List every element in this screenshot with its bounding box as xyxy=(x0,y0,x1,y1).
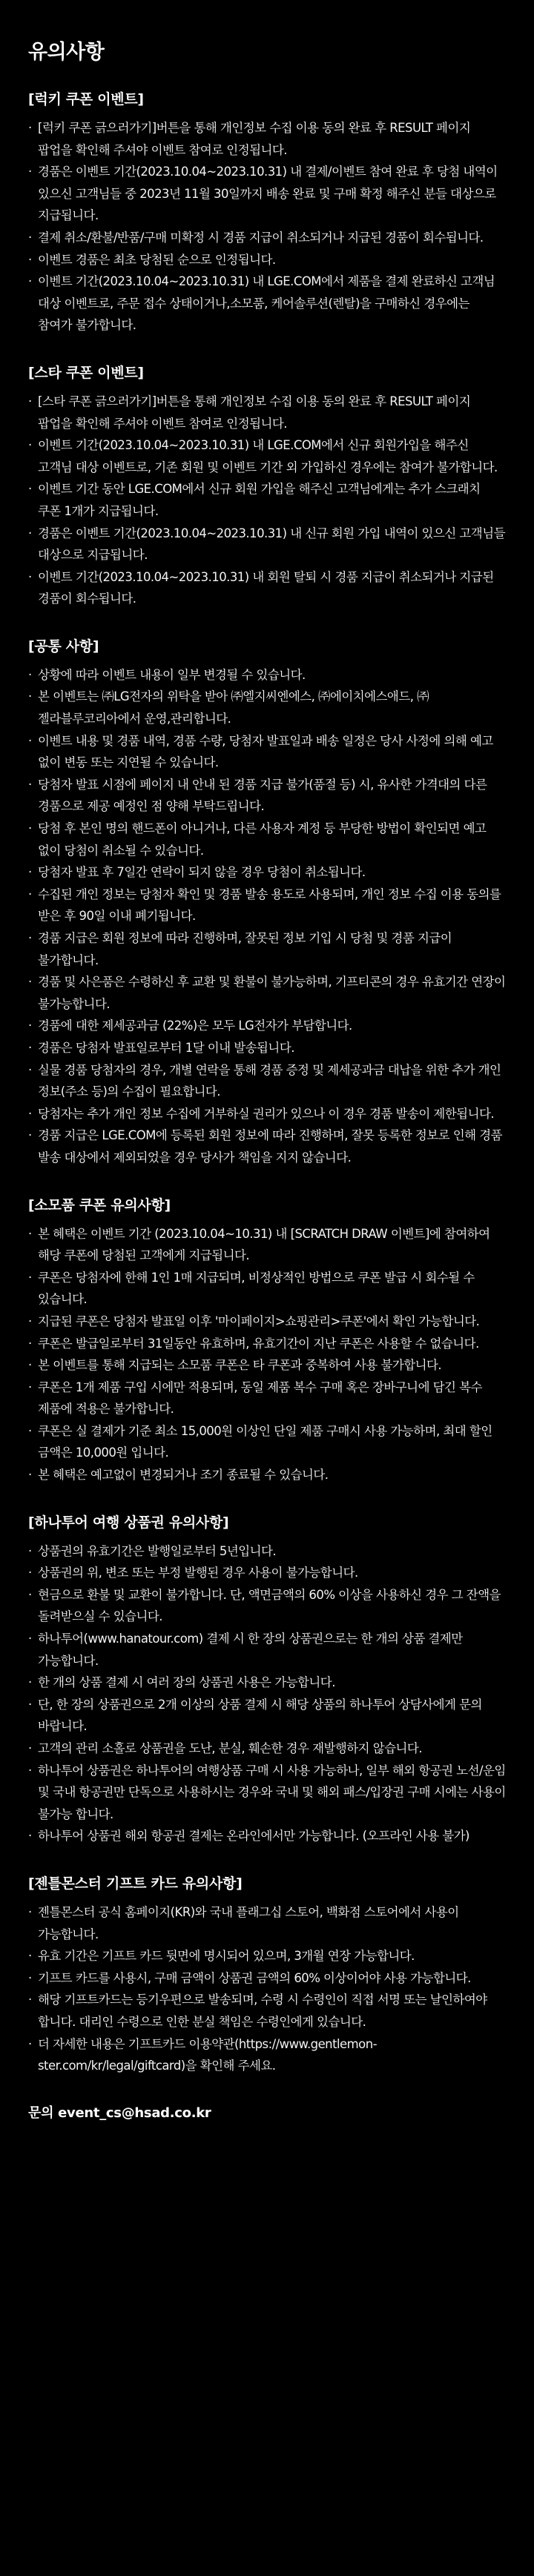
notice-section xyxy=(28,1873,506,2077)
notice-item: · 수집된 개인 정보는 당첨자 확인 및 경품 발송 용도로 사용되며, 개인 정보 수집 이용 동의를 받은 후 90일 이내 폐기됩니다. xyxy=(28,884,506,927)
page-title: 유의사항 xyxy=(28,41,105,64)
notice-item: · 지급된 쿠폰은 당첨자 발표일 이후 '마이페이지>쇼핑관리>쿠폰'에서 확인 가능합니다. xyxy=(28,1311,506,1333)
notice-item: · 기프트 카드를 사용시, 구매 금액이 상품권 금액의 60% 이상이어야 사용 가능합니다. xyxy=(28,1967,506,1990)
notice-item: · 상황에 따라 이벤트 내용이 일부 변경될 수 있습니다. xyxy=(28,664,506,686)
notice-list xyxy=(28,1901,506,2077)
notice-list xyxy=(28,664,506,1169)
notice-item: · 젠틀몬스터 공식 홈페이지(KR)와 국내 플래그십 스토어, 백화점 스토어에서 사용이 가능합니다. xyxy=(28,1901,506,1945)
notice-item: · 하나투어 상품권은 하나투어의 여행상품 구매 시 사용 가능하나, 일부 해외 항공권 노선/운임 및 국내 항공권만 단독으로 사용하시는 경우와 국내 및 해외 패스/입장권 구매 시에는 사용이 불가능 합니다. xyxy=(28,1760,506,1826)
notice-section xyxy=(28,1512,506,1847)
notice-item: · 경품은 당첨자 발표일로부터 1달 이내 발송됩니다. xyxy=(28,1037,506,1059)
section-title: [스타 쿠폰 이벤트] xyxy=(28,364,144,381)
notice-item: · 고객의 관리 소홀로 상품권을 도난, 분실, 훼손한 경우 재발행하지 않습니다. xyxy=(28,1738,506,1760)
notice-item: · 본 이벤트는 ㈜LG전자의 위탁을 받아 ㈜엘지씨엔에스, ㈜에이치에스애드, ㈜젤라블루코리아에서 운영,관리합니다. xyxy=(28,686,506,729)
notice-item: · 한 개의 상품 결제 시 여러 장의 상품권 사용은 가능합니다. xyxy=(28,1672,506,1694)
notice-section xyxy=(28,88,506,337)
notice-sections xyxy=(28,88,506,2077)
notice-item: · 본 이벤트를 통해 지급되는 소모품 쿠폰은 타 쿠폰과 중복하여 사용 불가합니다. xyxy=(28,1354,506,1377)
notice-item: · 본 혜택은 이벤트 기간 (2023.10.04~10.31) 내 [SCRATCH DRAW 이벤트]에 참여하여 해당 쿠폰에 당첨된 고객에게 지급됩니다. xyxy=(28,1223,506,1267)
notice-item: · 실물 경품 당첨자의 경우, 개별 연락을 통해 경품 증정 및 제세공과금 대납을 위한 추가 개인 정보(주소 등)의 수집이 필요합니다. xyxy=(28,1059,506,1103)
notice-item: · 이벤트 내용 및 경품 내역, 경품 수량, 당첨자 발표일과 배송 일정은 당사 사정에 의해 예고 없이 변동 또는 지연될 수 있습니다. xyxy=(28,730,506,774)
notice-item: · 쿠폰은 실 결제가 기준 최소 15,000원 이상인 단일 제품 구매시 사용 가능하며, 최대 할인 금액은 10,000원 입니다. xyxy=(28,1420,506,1464)
notice-item: · [스타 쿠폰 긁으러가기]버튼을 통해 개인정보 수집 이용 동의 완료 후 RESULT 페이지 팝업을 확인해 주셔야 이벤트 참여로 인정됩니다. xyxy=(28,391,506,434)
section-title: [소모품 쿠폰 유의사항] xyxy=(28,1196,171,1213)
notice-list xyxy=(28,1540,506,1847)
notice-item: · 당첨 후 본인 명의 핸드폰이 아니거나, 다른 사용자 계정 등 부당한 방법이 확인되면 예고 없이 당첨이 취소될 수 있습니다. xyxy=(28,818,506,861)
notice-item: · 유효 기간은 기프트 카드 뒷면에 명시되어 있으며, 3개월 연장 가능합니다. xyxy=(28,1945,506,1967)
notice-item: · 더 자세한 내용은 기프트카드 이용약관(https://www.gentlemon-ster.com/kr/legal/giftcard)을 확인해 주세요. xyxy=(28,2033,506,2077)
notice-item: · [럭키 쿠폰 긁으러가기]버튼을 통해 개인정보 수집 이용 동의 완료 후 RESULT 페이지 팝업을 확인해 주셔야 이벤트 참여로 인정됩니다. xyxy=(28,117,506,161)
section-title: [럭키 쿠폰 이벤트] xyxy=(28,91,144,107)
notice-item: · 쿠폰은 1개 제품 구입 시에만 적용되며, 동일 제품 복수 구매 혹은 장바구니에 담긴 복수 제품에 적용은 불가합니다. xyxy=(28,1377,506,1420)
contact-email: 문의 event_cs@hsad.co.kr xyxy=(28,2105,211,2121)
notice-item: · 경품에 대한 제세공과금 (22%)은 모두 LG전자가 부담합니다. xyxy=(28,1015,506,1037)
notice-item: · 경품은 이벤트 기간(2023.10.04~2023.10.31) 내 신규 회원 가입 내역이 있으신 고객님들 대상으로 지급됩니다. xyxy=(28,523,506,566)
notice-section xyxy=(28,635,506,1169)
section-title: [하나투어 여행 상품권 유의사항] xyxy=(28,1514,229,1531)
notice-item: · 이벤트 경품은 최초 당첨된 순으로 인정됩니다. xyxy=(28,249,506,271)
notice-item: · 상품권의 유효기간은 발행일로부터 5년입니다. xyxy=(28,1540,506,1563)
notice-item: · 단, 한 장의 상품권으로 2개 이상의 상품 결제 시 해당 상품의 하나투어 상담사에게 문의 바랍니다. xyxy=(28,1694,506,1738)
notice-item: · 경품은 이벤트 기간(2023.10.04~2023.10.31) 내 결제/이벤트 참여 완료 후 당첨 내역이 있으신 고객님들 중 2023년 11월 30일까지 배송 완료 및 구매 확정 해주신 분들 대상으로 지급됩니다. xyxy=(28,161,506,227)
notice-item: · 이벤트 기간 동안 LGE.COM에서 신규 회원 가입을 해주신 고객님에게는 추가 스크래치 쿠폰 1개가 지급됩니다. xyxy=(28,478,506,522)
section-title: [공통 사항] xyxy=(28,638,99,655)
notice-list xyxy=(28,391,506,610)
notice-item: · 경품 지급은 LGE.COM에 등록된 회원 정보에 따라 진행하며, 잘못 등록한 정보로 인해 경품 발송 대상에서 제외되었을 경우 당사가 책임을 지지 않습니다. xyxy=(28,1125,506,1168)
notice-item: · 이벤트 기간(2023.10.04~2023.10.31) 내 회원 탈퇴 시 경품 지급이 취소되거나 지급된 경품이 회수됩니다. xyxy=(28,566,506,610)
notice-item: · 경품 및 사은품은 수령하신 후 교환 및 환불이 불가능하며, 기프티콘의 경우 유효기간 연장이 불가능합니다. xyxy=(28,971,506,1015)
notice-item: · 현금으로 환불 및 교환이 불가합니다. 단, 액면금액의 60% 이상을 사용하신 경우 그 잔액을 돌려받으실 수 있습니다. xyxy=(28,1584,506,1628)
notice-item: · 쿠폰은 발급일로부터 31일동안 유효하며, 유효기간이 지난 쿠폰은 사용할 수 없습니다. xyxy=(28,1333,506,1355)
notice-section xyxy=(28,362,506,610)
notice-item: · 상품권의 위, 변조 또는 부정 발행된 경우 사용이 불가능합니다. xyxy=(28,1562,506,1584)
notice-list xyxy=(28,1223,506,1486)
notice-item: · 당첨자 발표 시점에 페이지 내 안내 된 경품 지급 불가(품절 등) 시, 유사한 가격대의 다른 경품으로 제공 예정인 점 양해 부탁드립니다. xyxy=(28,774,506,818)
notice-item: · 경품 지급은 회원 정보에 따라 진행하며, 잘못된 정보 기입 시 당첨 및 경품 지급이 불가합니다. xyxy=(28,927,506,971)
notice-item: · 당첨자 발표 후 7일간 연락이 되지 않을 경우 당첨이 취소됩니다. xyxy=(28,861,506,884)
notice-item: · 결제 취소/환불/반품/구매 미확정 시 경품 지급이 취소되거나 지급된 경품이 회수됩니다. xyxy=(28,227,506,249)
notice-item: · 하나투어 상품권 해외 항공권 결제는 온라인에서만 가능합니다. (오프라인 사용 불가) xyxy=(28,1825,506,1847)
notice-section xyxy=(28,1194,506,1486)
notice-item: · 쿠폰은 당첨자에 한해 1인 1매 지급되며, 비정상적인 방법으로 쿠폰 발급 시 회수될 수 있습니다. xyxy=(28,1267,506,1311)
notice-item: · 당첨자는 추가 개인 정보 수집에 거부하실 권리가 있으나 이 경우 경품 발송이 제한됩니다. xyxy=(28,1103,506,1125)
notice-item: · 이벤트 기간(2023.10.04~2023.10.31) 내 LGE.COM에서 신규 회원가입을 해주신 고객님 대상 이벤트로, 기존 회원 및 이벤트 기간 외 가입하신 경우에는 참여가 불가합니다. xyxy=(28,434,506,478)
section-title: [젠틀몬스터 기프트 카드 유의사항] xyxy=(28,1875,243,1892)
notice-item: · 본 혜택은 예고없이 변경되거나 조기 종료될 수 있습니다. xyxy=(28,1464,506,1486)
notice-item: · 하나투어(www.hanatour.com) 결제 시 한 장의 상품권으로는 한 개의 상품 결제만 가능합니다. xyxy=(28,1628,506,1672)
notice-item: · 이벤트 기간(2023.10.04~2023.10.31) 내 LGE.COM에서 제품을 결제 완료하신 고객님 대상 이벤트로, 주문 접수 상태이거나,소모품, 케어솔루션(렌탈)을 구매하신 경우에는 참여가 불가합니다. xyxy=(28,271,506,337)
notice-item: · 해당 기프트카드는 등기우편으로 발송되며, 수령 시 수령인이 직접 서명 또는 날인하여야 합니다. 대리인 수령으로 인한 분실 책임은 수령인에게 있습니다. xyxy=(28,1989,506,2033)
notice-list xyxy=(28,117,506,337)
